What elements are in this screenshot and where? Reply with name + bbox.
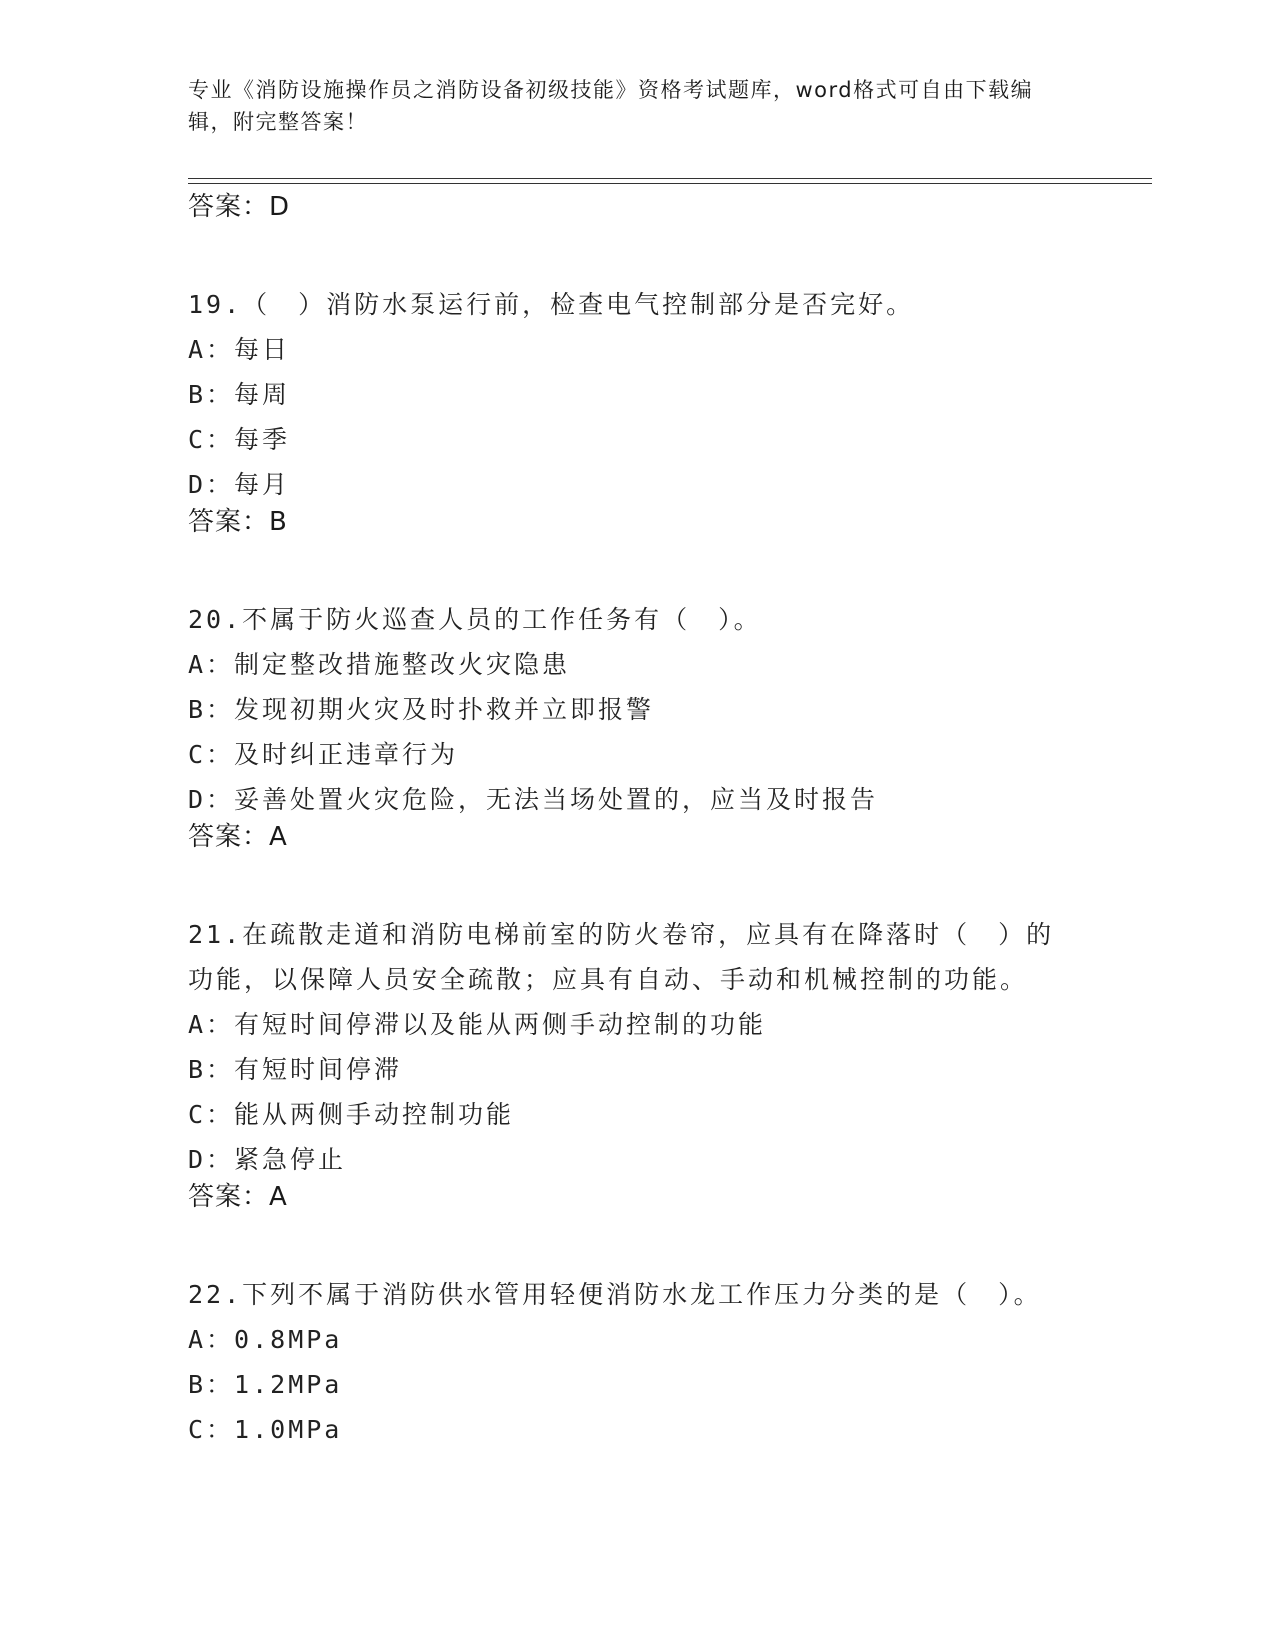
option-d: D：每月 bbox=[188, 470, 291, 499]
header-rule-bottom bbox=[188, 183, 1152, 184]
option-a: A：有短时间停滞以及能从两侧手动控制的功能 bbox=[188, 1010, 767, 1039]
option-a: A：每日 bbox=[188, 335, 291, 364]
spacer bbox=[188, 1212, 1088, 1272]
option-b: B：发现初期火灾及时扑救并立即报警 bbox=[188, 695, 655, 724]
question-list bbox=[188, 192, 1088, 1452]
spacer bbox=[188, 537, 1088, 597]
option-c: C：能从两侧手动控制功能 bbox=[188, 1100, 515, 1129]
question-stem: 22.下列不属于消防供水管用轻便消防水龙工作压力分类的是（ ）。 bbox=[188, 1280, 1042, 1309]
option-b: B：1.2MPa bbox=[188, 1370, 343, 1399]
option-c: C：1.0MPa bbox=[188, 1415, 343, 1444]
question-20 bbox=[188, 597, 1088, 852]
option-c: C：每季 bbox=[188, 425, 291, 454]
header-rule-top bbox=[188, 178, 1152, 179]
option-c: C：及时纠正违章行为 bbox=[188, 740, 459, 769]
answer-label: 答案：A bbox=[188, 1182, 288, 1212]
option-a: A：0.8MPa bbox=[188, 1325, 343, 1354]
option-b: B：有短时间停滞 bbox=[188, 1055, 403, 1084]
answer-label: 答案：A bbox=[188, 822, 288, 852]
question-stem: 21.在疏散走道和消防电梯前室的防火卷帘，应具有在降落时（ ）的功能，以保障人员安全疏散；应具有自动、手动和机械控制的功能。 bbox=[188, 920, 1055, 994]
spacer bbox=[188, 852, 1088, 912]
option-d: D：紧急停止 bbox=[188, 1145, 347, 1174]
question-22 bbox=[188, 1272, 1088, 1452]
option-d: D：妥善处置火灾危险，无法当场处置的，应当及时报告 bbox=[188, 785, 879, 814]
question-19 bbox=[188, 282, 1088, 537]
answer-label: 答案：D bbox=[188, 192, 291, 222]
option-a: A：制定整改措施整改火灾隐患 bbox=[188, 650, 571, 679]
question-stem: 20.不属于防火巡查人员的工作任务有（ ）。 bbox=[188, 605, 762, 634]
page-header: 专业《消防设施操作员之消防设备初级技能》资格考试题库，word格式可自由下载编辑，附完整答案！ bbox=[188, 78, 1034, 134]
option-b: B：每周 bbox=[188, 380, 291, 409]
answer-label: 答案：B bbox=[188, 507, 288, 537]
question-stem: 19.（ ）消防水泵运行前，检查电气控制部分是否完好。 bbox=[188, 290, 915, 319]
question-21 bbox=[188, 912, 1088, 1212]
